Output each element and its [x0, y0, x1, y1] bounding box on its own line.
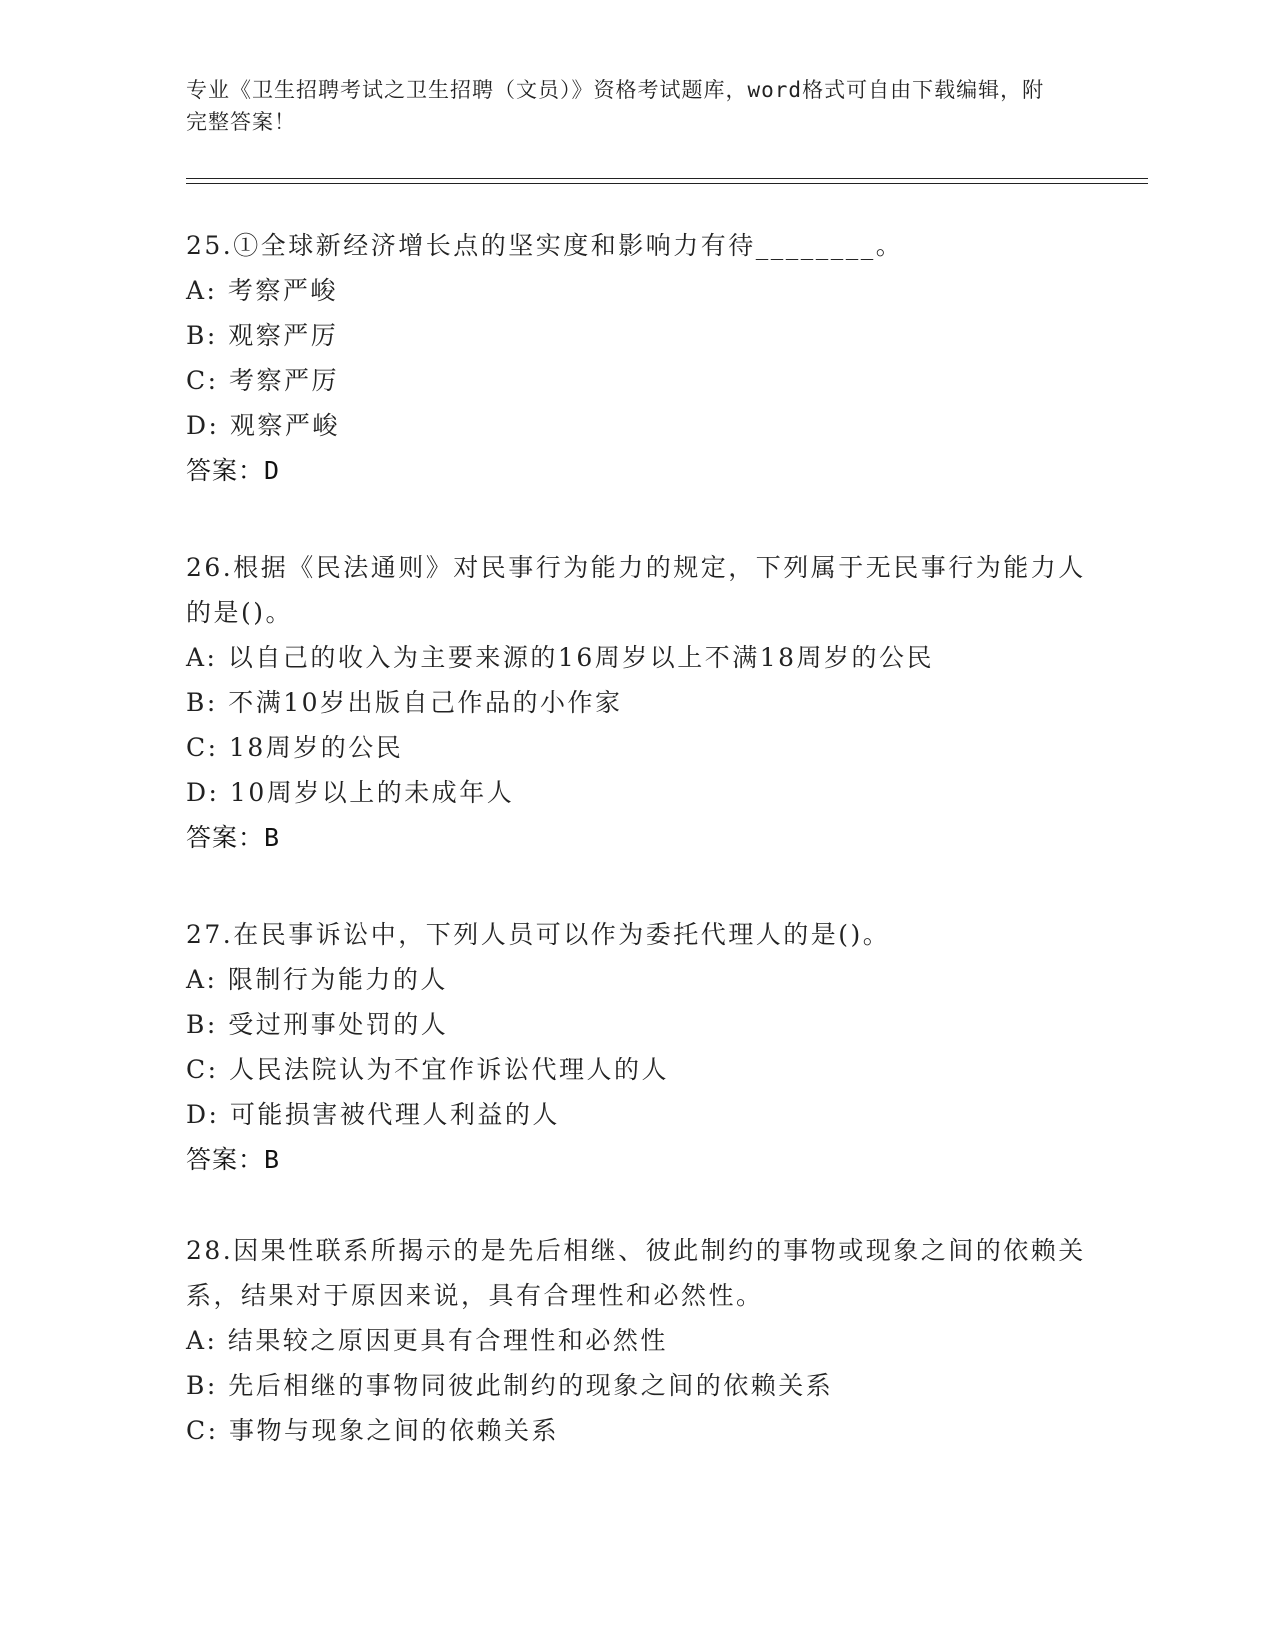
question-25 [186, 223, 1086, 493]
option-a: A: 以自己的收入为主要来源的16周岁以上不满18周岁的公民 [186, 643, 935, 672]
option-c: C: 考察严厉 [186, 366, 339, 395]
option-b: B: 观察严厉 [186, 321, 339, 350]
answer-line [186, 815, 1086, 860]
answer-value: B [264, 823, 281, 852]
question-stem: 27.在民事诉讼中，下列人员可以作为委托代理人的是()。 [186, 920, 891, 949]
answer-line [186, 448, 1086, 493]
question-stem: 28.因果性联系所揭示的是先后相继、彼此制约的事物或现象之间的依赖关系，结果对于原因来说，具有合理性和必然性。 [186, 1236, 1086, 1310]
answer-label: 答案： [186, 1145, 265, 1174]
document-header: 专业《卫生招聘考试之卫生招聘（文员）》资格考试题库，word格式可自由下载编辑，附完整答案！ [186, 78, 1045, 134]
option-a: A: 限制行为能力的人 [186, 965, 448, 994]
header-divider-bottom [186, 183, 1148, 184]
answer-label: 答案： [186, 823, 265, 852]
question-27 [186, 912, 1086, 1182]
answer-label: 答案： [186, 456, 265, 485]
answer-value: D [264, 456, 281, 485]
header-divider-top [186, 178, 1148, 179]
option-a: A: 结果较之原因更具有合理性和必然性 [186, 1326, 668, 1355]
option-d: D: 观察严峻 [186, 411, 340, 440]
option-b: B: 受过刑事处罚的人 [186, 1010, 449, 1039]
option-a: A: 考察严峻 [186, 276, 338, 305]
option-c: C: 事物与现象之间的依赖关系 [186, 1416, 559, 1445]
question-28 [186, 1228, 1086, 1453]
answer-value: B [264, 1145, 281, 1174]
option-c: C: 人民法院认为不宜作诉讼代理人的人 [186, 1055, 669, 1084]
answer-line [186, 1137, 1086, 1182]
option-b: B: 不满10岁出版自己作品的小作家 [186, 688, 623, 717]
option-d: D: 10周岁以上的未成年人 [186, 778, 515, 807]
question-stem: 26.根据《民法通则》对民事行为能力的规定，下列属于无民事行为能力人的是()。 [186, 553, 1086, 627]
option-b: B: 先后相继的事物同彼此制约的现象之间的依赖关系 [186, 1371, 834, 1400]
option-c: C: 18周岁的公民 [186, 733, 404, 762]
question-26 [186, 545, 1086, 860]
question-stem: 25.①全球新经济增长点的坚实度和影响力有待________。 [186, 231, 904, 260]
option-d: D: 可能损害被代理人利益的人 [186, 1100, 560, 1129]
